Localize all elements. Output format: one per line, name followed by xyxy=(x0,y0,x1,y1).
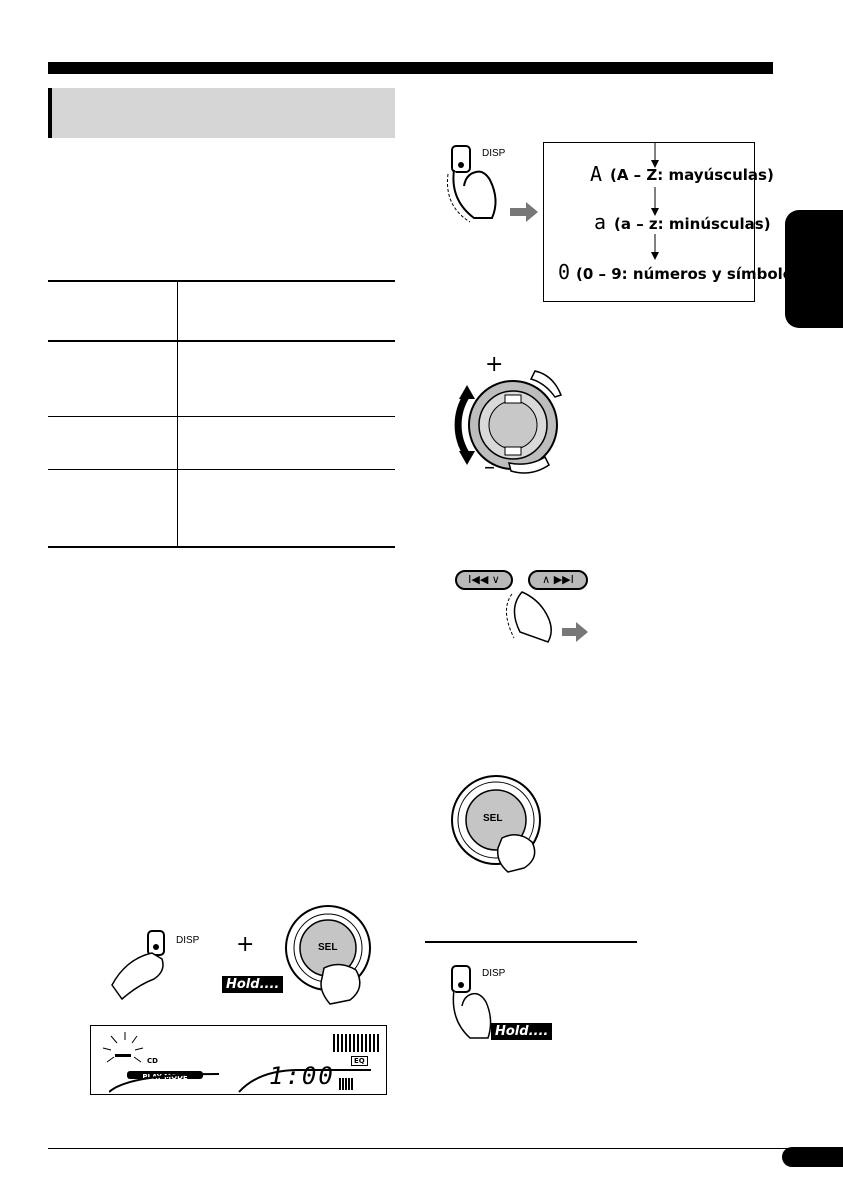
control-knob-illustration xyxy=(445,355,575,485)
lcd-source: CD xyxy=(147,1057,158,1065)
mode-lower-label: (a – z: minúsculas) xyxy=(614,215,771,233)
page-number-pill xyxy=(782,1147,843,1167)
disp-button-label: DISP xyxy=(482,148,506,159)
plus-sign: + xyxy=(236,932,255,957)
mode-numeric-label: (0 – 9: números y símbolos) xyxy=(576,265,809,283)
sel-knob-hold-illustration xyxy=(284,904,384,1014)
play-mode-label: PLAY MODE xyxy=(142,1073,188,1081)
table-row-rule xyxy=(48,469,395,470)
level-meter-icon xyxy=(339,1078,353,1090)
eq-bars xyxy=(333,1034,381,1052)
disp-label-2: DISP xyxy=(482,968,506,979)
table-row-rule xyxy=(48,416,395,417)
knob-plus-sign: + xyxy=(485,352,504,377)
sel-hold-label: SEL xyxy=(318,942,338,953)
mode-upper-label: (A – Z: mayúsculas) xyxy=(610,166,774,184)
disp-hold-label: DISP xyxy=(176,935,200,946)
section-title-box xyxy=(48,88,395,138)
next-button-label: ∧ ▶▶I xyxy=(542,573,574,586)
next-button[interactable] xyxy=(528,570,588,590)
knob-minus-sign: – xyxy=(484,455,495,480)
finger-swipe-right-illustration xyxy=(500,588,600,648)
hold-badge-2: Hold.... xyxy=(491,1023,552,1040)
table-bottom-rule xyxy=(48,546,395,548)
prev-button[interactable] xyxy=(455,570,513,590)
top-rule xyxy=(48,62,773,74)
prev-button-label: I◀◀ ∨ xyxy=(468,573,500,586)
lcd-time: 1:00 xyxy=(269,1062,335,1090)
sel-knob-press-illustration xyxy=(448,772,558,882)
section-separator xyxy=(425,941,637,943)
hold-badge: Hold.... xyxy=(222,976,283,993)
table-top-rule xyxy=(48,280,395,282)
lcd-eq: EQ xyxy=(351,1056,368,1066)
lcd-display xyxy=(90,1025,387,1095)
sel-knob-label: SEL xyxy=(483,813,503,824)
table-column-divider xyxy=(177,281,178,548)
table-row-rule xyxy=(48,340,395,342)
mode-glyph-lower: a xyxy=(594,210,607,234)
mode-glyph-upper: A xyxy=(590,162,603,186)
bottom-rule xyxy=(48,1148,843,1149)
mode-glyph-numeric: 0 xyxy=(558,260,571,284)
